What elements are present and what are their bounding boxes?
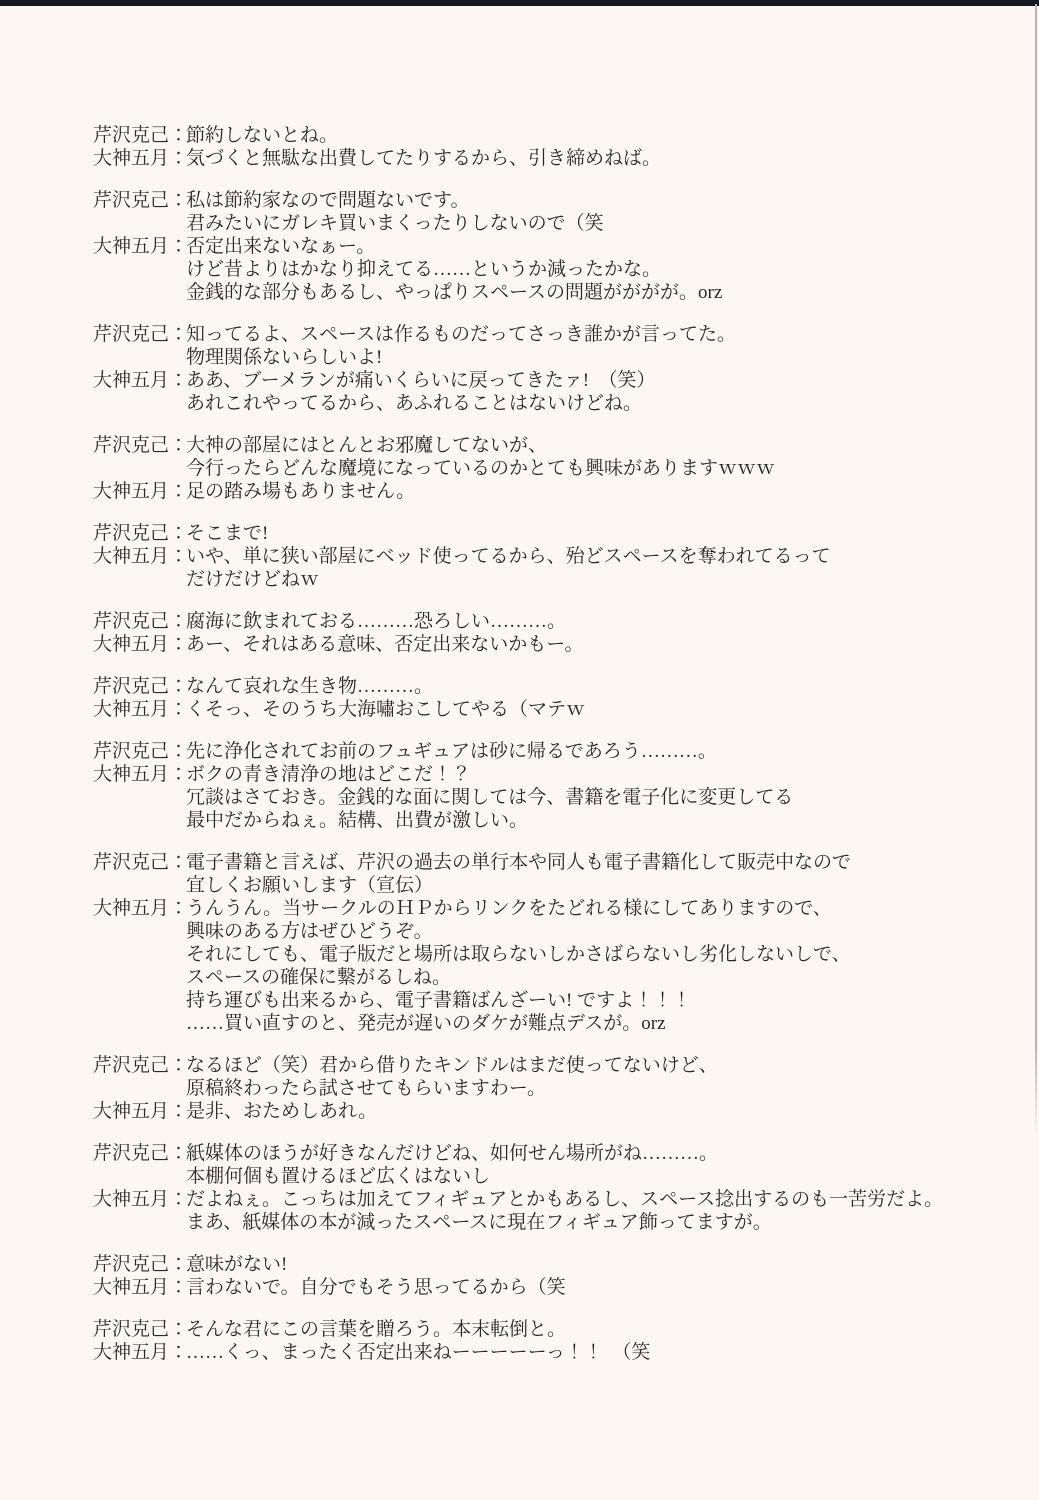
utterance-lines [186,545,973,591]
utterance-lines [186,1341,973,1364]
dialogue-line: 紙媒体のほうが好きなんだけどね、如何せん場所がね………。 [186,1143,719,1164]
dialogue-row [93,740,973,763]
dialogue-row [93,1318,973,1341]
dialogue-line: 私は節約家なので問題ないです。 [186,190,470,211]
utterance-lines [186,740,973,763]
speaker-label: 大神五月： [93,370,189,391]
dialogue-row [93,480,973,503]
dialogue-block [93,1142,973,1234]
dialogue-row [93,633,973,656]
dialogue-row [93,369,973,415]
dialogue-line: 最中だからねぇ。結構、出費が激しい。 [186,810,529,831]
speaker-label: 大神五月： [93,1101,189,1122]
speaker-label: 大神五月： [93,546,189,567]
speaker-label: 芹沢克己： [93,1319,189,1340]
utterance-lines [186,480,973,503]
dialogue-line: 気づくと無駄な出費してたりするから、引き締めねば。 [186,148,662,169]
dialogue-line: 足の踏み場もありません。 [186,481,416,502]
utterance-lines [186,763,973,832]
dialogue-line: あれこれやってるから、あふれることはないけどね。 [186,393,643,414]
speaker-label: 大神五月： [93,1277,189,1298]
dialogue-row [93,522,973,545]
dialogue-line: だよねぇ。こっちは加えてフィギュアとかもあるし、スペース捻出するのも一苦労だよ。 [186,1189,944,1210]
dialogue-block [93,124,973,170]
speaker-label: 芹沢克己： [93,523,189,544]
dialogue-row [93,610,973,633]
dialogue-log [93,124,973,1383]
utterance-lines [186,1100,973,1123]
dialogue-line: 宜しくお願いします（宣伝） [186,875,434,896]
dialogue-row [93,1341,973,1364]
speaker-label: 大神五月： [93,699,189,720]
dialogue-line: まあ、紙媒体の本が減ったスペースに現在フィギュア飾ってますが。 [186,1212,772,1233]
scan-top-edge [0,0,1039,6]
dialogue-line: 本棚何個も置けるほど広くはないし [186,1166,491,1187]
speaker-label: 大神五月： [93,898,189,919]
dialogue-row [93,897,973,1035]
dialogue-row [93,1100,973,1123]
speaker-label: 芹沢克己： [93,1143,189,1164]
dialogue-row [93,1253,973,1276]
dialogue-line: なるほど（笑）君から借りたキンドルはまだ使ってないけど、 [186,1055,718,1076]
dialogue-row [93,189,973,235]
utterance-lines [186,851,973,897]
dialogue-block [93,1318,973,1364]
dialogue-line: くそっ、そのうち大海嘯おこしてやる（マテｗ [186,699,586,720]
dialogue-block [93,675,973,721]
dialogue-line: ボクの青き清浄の地はどこだ！？ [186,764,472,785]
dialogue-row [93,124,973,147]
utterance-lines [186,1188,973,1234]
dialogue-row [93,434,973,480]
utterance-lines [186,147,973,170]
dialogue-block [93,610,973,656]
speaker-label: 芹沢克己： [93,852,189,873]
dialogue-block [93,189,973,304]
dialogue-line: だけだけどねｗ [186,569,320,590]
dialogue-row [93,698,973,721]
dialogue-line: スペースの確保に繋がるしね。 [186,967,452,988]
speaker-label: 芹沢克己： [93,741,189,762]
dialogue-row [93,323,973,369]
utterance-lines [186,1054,973,1100]
dialogue-line: けど昔よりはかなり抑えてる……というか減ったかな。 [186,259,662,280]
dialogue-line: なんて哀れな生き物………。 [186,676,434,697]
speaker-label: 芹沢克己： [93,676,189,697]
speaker-label: 芹沢克己： [93,435,189,456]
utterance-lines [186,522,973,545]
dialogue-line: 冗談はさておき。金銭的な面に関しては今、書籍を電子化に変更してる [186,787,794,808]
dialogue-line: うんうん。当サークルのＨＰからリンクをたどれる様にしてありますので、 [186,898,832,919]
dialogue-line: 興味のある方はぜひどうぞ。 [186,921,433,942]
dialogue-line: 金銭的な部分もあるし、やっぱりスペースの問題がががが。orz [186,282,723,303]
utterance-lines [186,189,973,235]
utterance-lines [186,1253,973,1276]
dialogue-line: 大神の部屋にはとんとお邪魔してないが、 [186,435,548,456]
utterance-lines [186,235,973,304]
speaker-label: 芹沢克己： [93,1055,189,1076]
speaker-label: 大神五月： [93,1189,189,1210]
dialogue-block [93,522,973,591]
dialogue-line: 腐海に飲まれておる………恐ろしい………。 [186,611,567,632]
dialogue-line: 電子書籍と言えば、芹沢の過去の単行本や同人も電子書籍化して販売中なので [186,852,852,873]
dialogue-line: ああ、ブーメランが痛いくらいに戻ってきたァ! （笑） [186,370,656,391]
speaker-label: 大神五月： [93,236,189,257]
speaker-label: 芹沢克己： [93,324,189,345]
dialogue-block [93,1253,973,1299]
dialogue-line: 意味がない! [186,1254,288,1275]
dialogue-block [93,740,973,832]
dialogue-line: 是非、おためしあれ。 [186,1101,378,1122]
dialogue-row [93,147,973,170]
scan-artifact-line [1035,4,1037,1136]
dialogue-line: 知ってるよ、スペースは作るものだってさっき誰かが言ってた。 [186,324,737,345]
speaker-label: 大神五月： [93,148,189,169]
speaker-label: 芹沢克己： [93,611,189,632]
dialogue-line: 君みたいにガレキ買いまくったりしないので（笑 [186,213,604,234]
dialogue-row [93,851,973,897]
speaker-label: 大神五月： [93,764,189,785]
utterance-lines [186,633,973,656]
utterance-lines [186,124,973,147]
dialogue-line: いや、単に狭い部屋にベッド使ってるから、殆どスペースを奪われてるって [186,546,831,567]
utterance-lines [186,1142,973,1188]
dialogue-line: 持ち運びも出来るから、電子書籍ばんざーい! ですよ！！！ [186,990,692,1011]
speaker-label: 大神五月： [93,481,189,502]
dialogue-row [93,763,973,832]
dialogue-block [93,323,973,415]
dialogue-row [93,675,973,698]
dialogue-row [93,1054,973,1100]
dialogue-line: 否定出来ないなぁー。 [186,236,376,257]
dialogue-block [93,851,973,1035]
utterance-lines [186,610,973,633]
utterance-lines [186,1318,973,1341]
dialogue-line: 原稿終わったら試させてもらいますわー。 [186,1078,547,1099]
dialogue-line: ……くっ、まったく否定出来ねーーーーーっ！！ （笑 [186,1342,651,1363]
dialogue-row [93,1188,973,1234]
dialogue-line: そんな君にこの言葉を贈ろう。本末転倒と。 [186,1319,567,1340]
dialogue-line: あー、それはある意味、否定出来ないかもー。 [186,634,584,655]
dialogue-line: 先に浄化されてお前のフュギュアは砂に帰るであろう………。 [186,741,717,762]
utterance-lines [186,675,973,698]
dialogue-row [93,1276,973,1299]
utterance-lines [186,1276,973,1299]
speaker-label: 芹沢克己： [93,125,189,146]
dialogue-line: 今行ったらどんな魔境になっているのかとても興味がありますｗｗｗ [186,458,776,479]
dialogue-line: ……買い直すのと、発売が遅いのダケが難点デスが。orz [186,1013,666,1034]
dialogue-line: 節約しないとね。 [186,125,339,146]
utterance-lines [186,369,973,415]
dialogue-line: そこまで! [186,523,269,544]
utterance-lines [186,897,973,1035]
speaker-label: 大神五月： [93,1342,189,1363]
utterance-lines [186,323,973,369]
speaker-label: 大神五月： [93,634,189,655]
dialogue-block [93,1054,973,1123]
dialogue-line: それにしても、電子版だと場所は取らないしかさばらないし劣化しないしで、 [186,944,851,965]
dialogue-line: 言わないで。自分でもそう思ってるから（笑 [186,1277,566,1298]
dialogue-row [93,1142,973,1188]
dialogue-row [93,235,973,304]
dialogue-block [93,434,973,503]
utterance-lines [186,434,973,480]
speaker-label: 芹沢克己： [93,1254,189,1275]
dialogue-row [93,545,973,591]
dialogue-line: 物理関係ないらしいよ! [186,347,383,368]
speaker-label: 芹沢克己： [93,190,189,211]
utterance-lines [186,698,973,721]
